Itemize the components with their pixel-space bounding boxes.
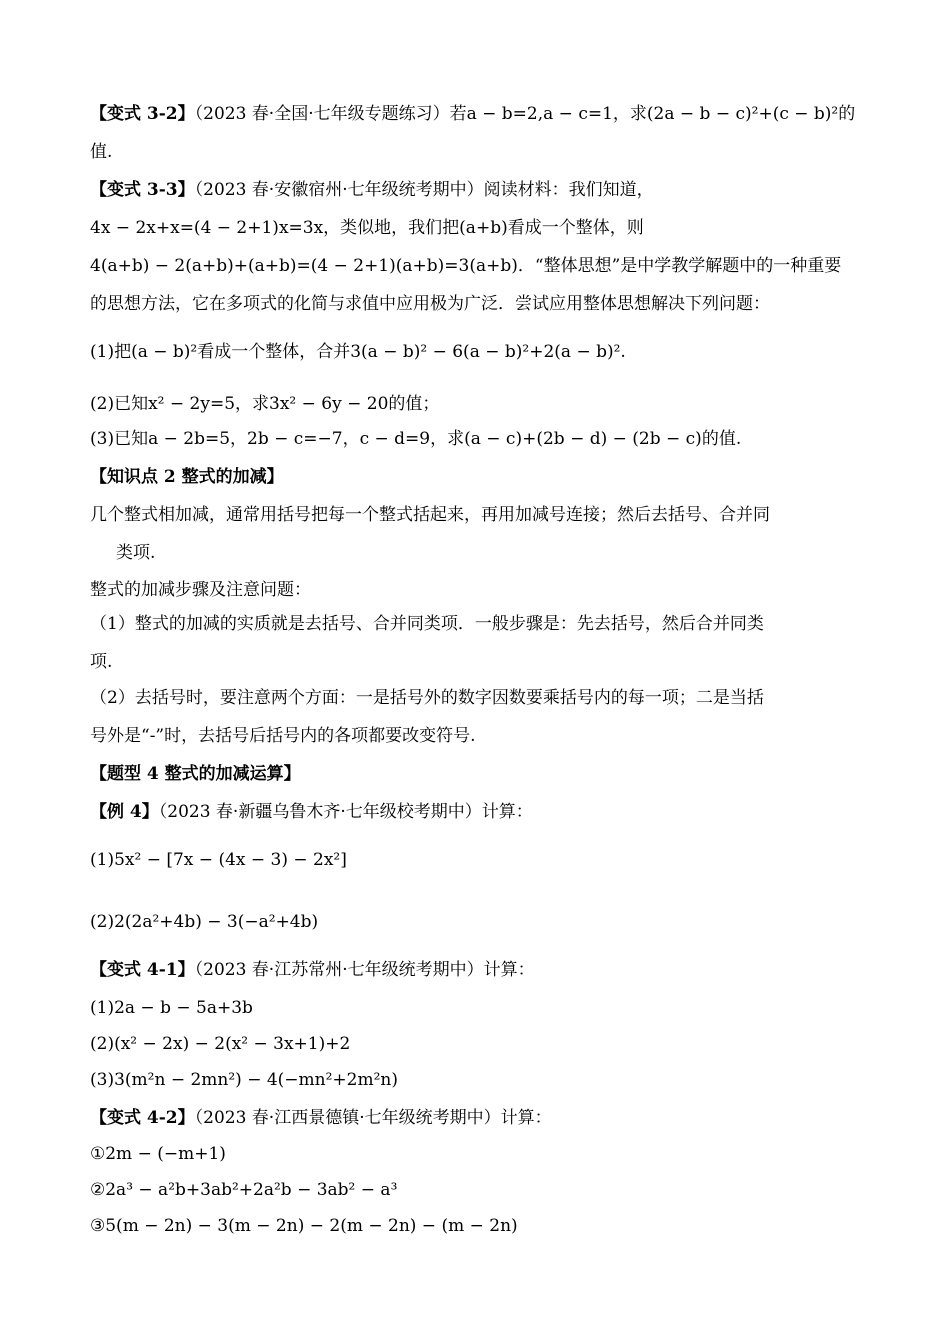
text-line: 几个整式相加减，通常用括号把每一个整式括起来，再用加减号连接；然后去括号、合并同 [90, 505, 770, 525]
example-tag: 【例 4】 [90, 802, 159, 822]
variant-4-2-line [90, 1106, 552, 1130]
knowledge-point-heading: 【知识点 2 整式的加减】 [90, 467, 284, 487]
sub-question: ③5(m − 2n) − 3(m − 2n) − 2(m − 2n) − (m − 2n) [90, 1216, 518, 1236]
sub-question: (2)2(2a²+4b) − 3(−a²+4b) [90, 912, 319, 932]
variant-3-3-line [90, 178, 654, 202]
question-type-heading: 【题型 4 整式的加减运算】 [90, 764, 301, 784]
variant-tag: 【变式 4-1】 [90, 960, 195, 980]
sub-question: (2)(x² − 2x) − 2(x² − 3x+1)+2 [90, 1034, 351, 1054]
variant-tag: 【变式 4-2】 [90, 1108, 195, 1128]
sub-question: (3)已知a − 2b=5，2b − c=−7，c − d=9，求(a − c)+(2b − d) − (2b − c)的值. [90, 429, 742, 449]
variant-tag: 【变式 3-2】 [90, 104, 195, 124]
sub-question: ①2m − (−m+1) [90, 1144, 226, 1164]
example-4-line [90, 800, 533, 824]
text-line: 项. [90, 652, 113, 672]
text-line: 类项. [116, 543, 156, 563]
problem-text: （2023 春·全国·七年级专题练习）若a − b=2,a − c=1，求(2a − b − c)²+(c − b)²的 [194, 104, 856, 124]
text-line: （2）去括号时，要注意两个方面：一是括号外的数字因数要乘括号内的每一项；二是当括 [90, 688, 764, 708]
sub-question: (1)2a − b − 5a+3b [90, 998, 253, 1018]
text-line: 号外是“-”时，去括号后括号内的各项都要改变符号. [90, 726, 476, 746]
problem-text: （2023 春·安徽宿州·七年级统考期中）阅读材料：我们知道， [194, 180, 654, 200]
text-line: 值. [90, 142, 113, 162]
text-line: 4x − 2x+x=(4 − 2+1)x=3x，类似地，我们把(a+b)看成一个整体，则 [90, 218, 644, 238]
sub-question: (1)5x² − [7x − (4x − 3) − 2x²] [90, 850, 347, 870]
variant-4-1-line [90, 958, 535, 982]
text-line: 的思想方法，它在多项式的化简与求值中应用极为广泛．尝试应用整体思想解决下列问题： [90, 294, 770, 314]
problem-text: （2023 春·江苏常州·七年级统考期中）计算： [194, 960, 535, 980]
variant-tag: 【变式 3-3】 [90, 180, 195, 200]
sub-question: (3)3(m²n − 2mn²) − 4(−mn²+2m²n) [90, 1070, 399, 1090]
text-line: （1）整式的加减的实质就是去括号、合并同类项．一般步骤是：先去括号，然后合并同类 [90, 614, 764, 634]
sub-question: (1)把(a − b)²看成一个整体，合并3(a − b)² − 6(a − b)²+2(a − b)². [90, 342, 626, 362]
sub-question: (2)已知x² − 2y=5，求3x² − 6y − 20的值； [90, 394, 440, 414]
text-line: 4(a+b) − 2(a+b)+(a+b)=(4 − 2+1)(a+b)=3(a+b)．“整体思想”是中学教学解题中的一种重要 [90, 256, 842, 276]
problem-text: （2023 春·江西景德镇·七年级统考期中）计算： [194, 1108, 552, 1128]
sub-question: ②2a³ − a²b+3ab²+2a²b − 3ab² − a³ [90, 1180, 398, 1200]
text-line: 整式的加减步骤及注意问题： [90, 580, 311, 600]
variant-3-2-line [90, 102, 855, 126]
problem-text: （2023 春·新疆乌鲁木齐·七年级校考期中）计算： [158, 802, 533, 822]
